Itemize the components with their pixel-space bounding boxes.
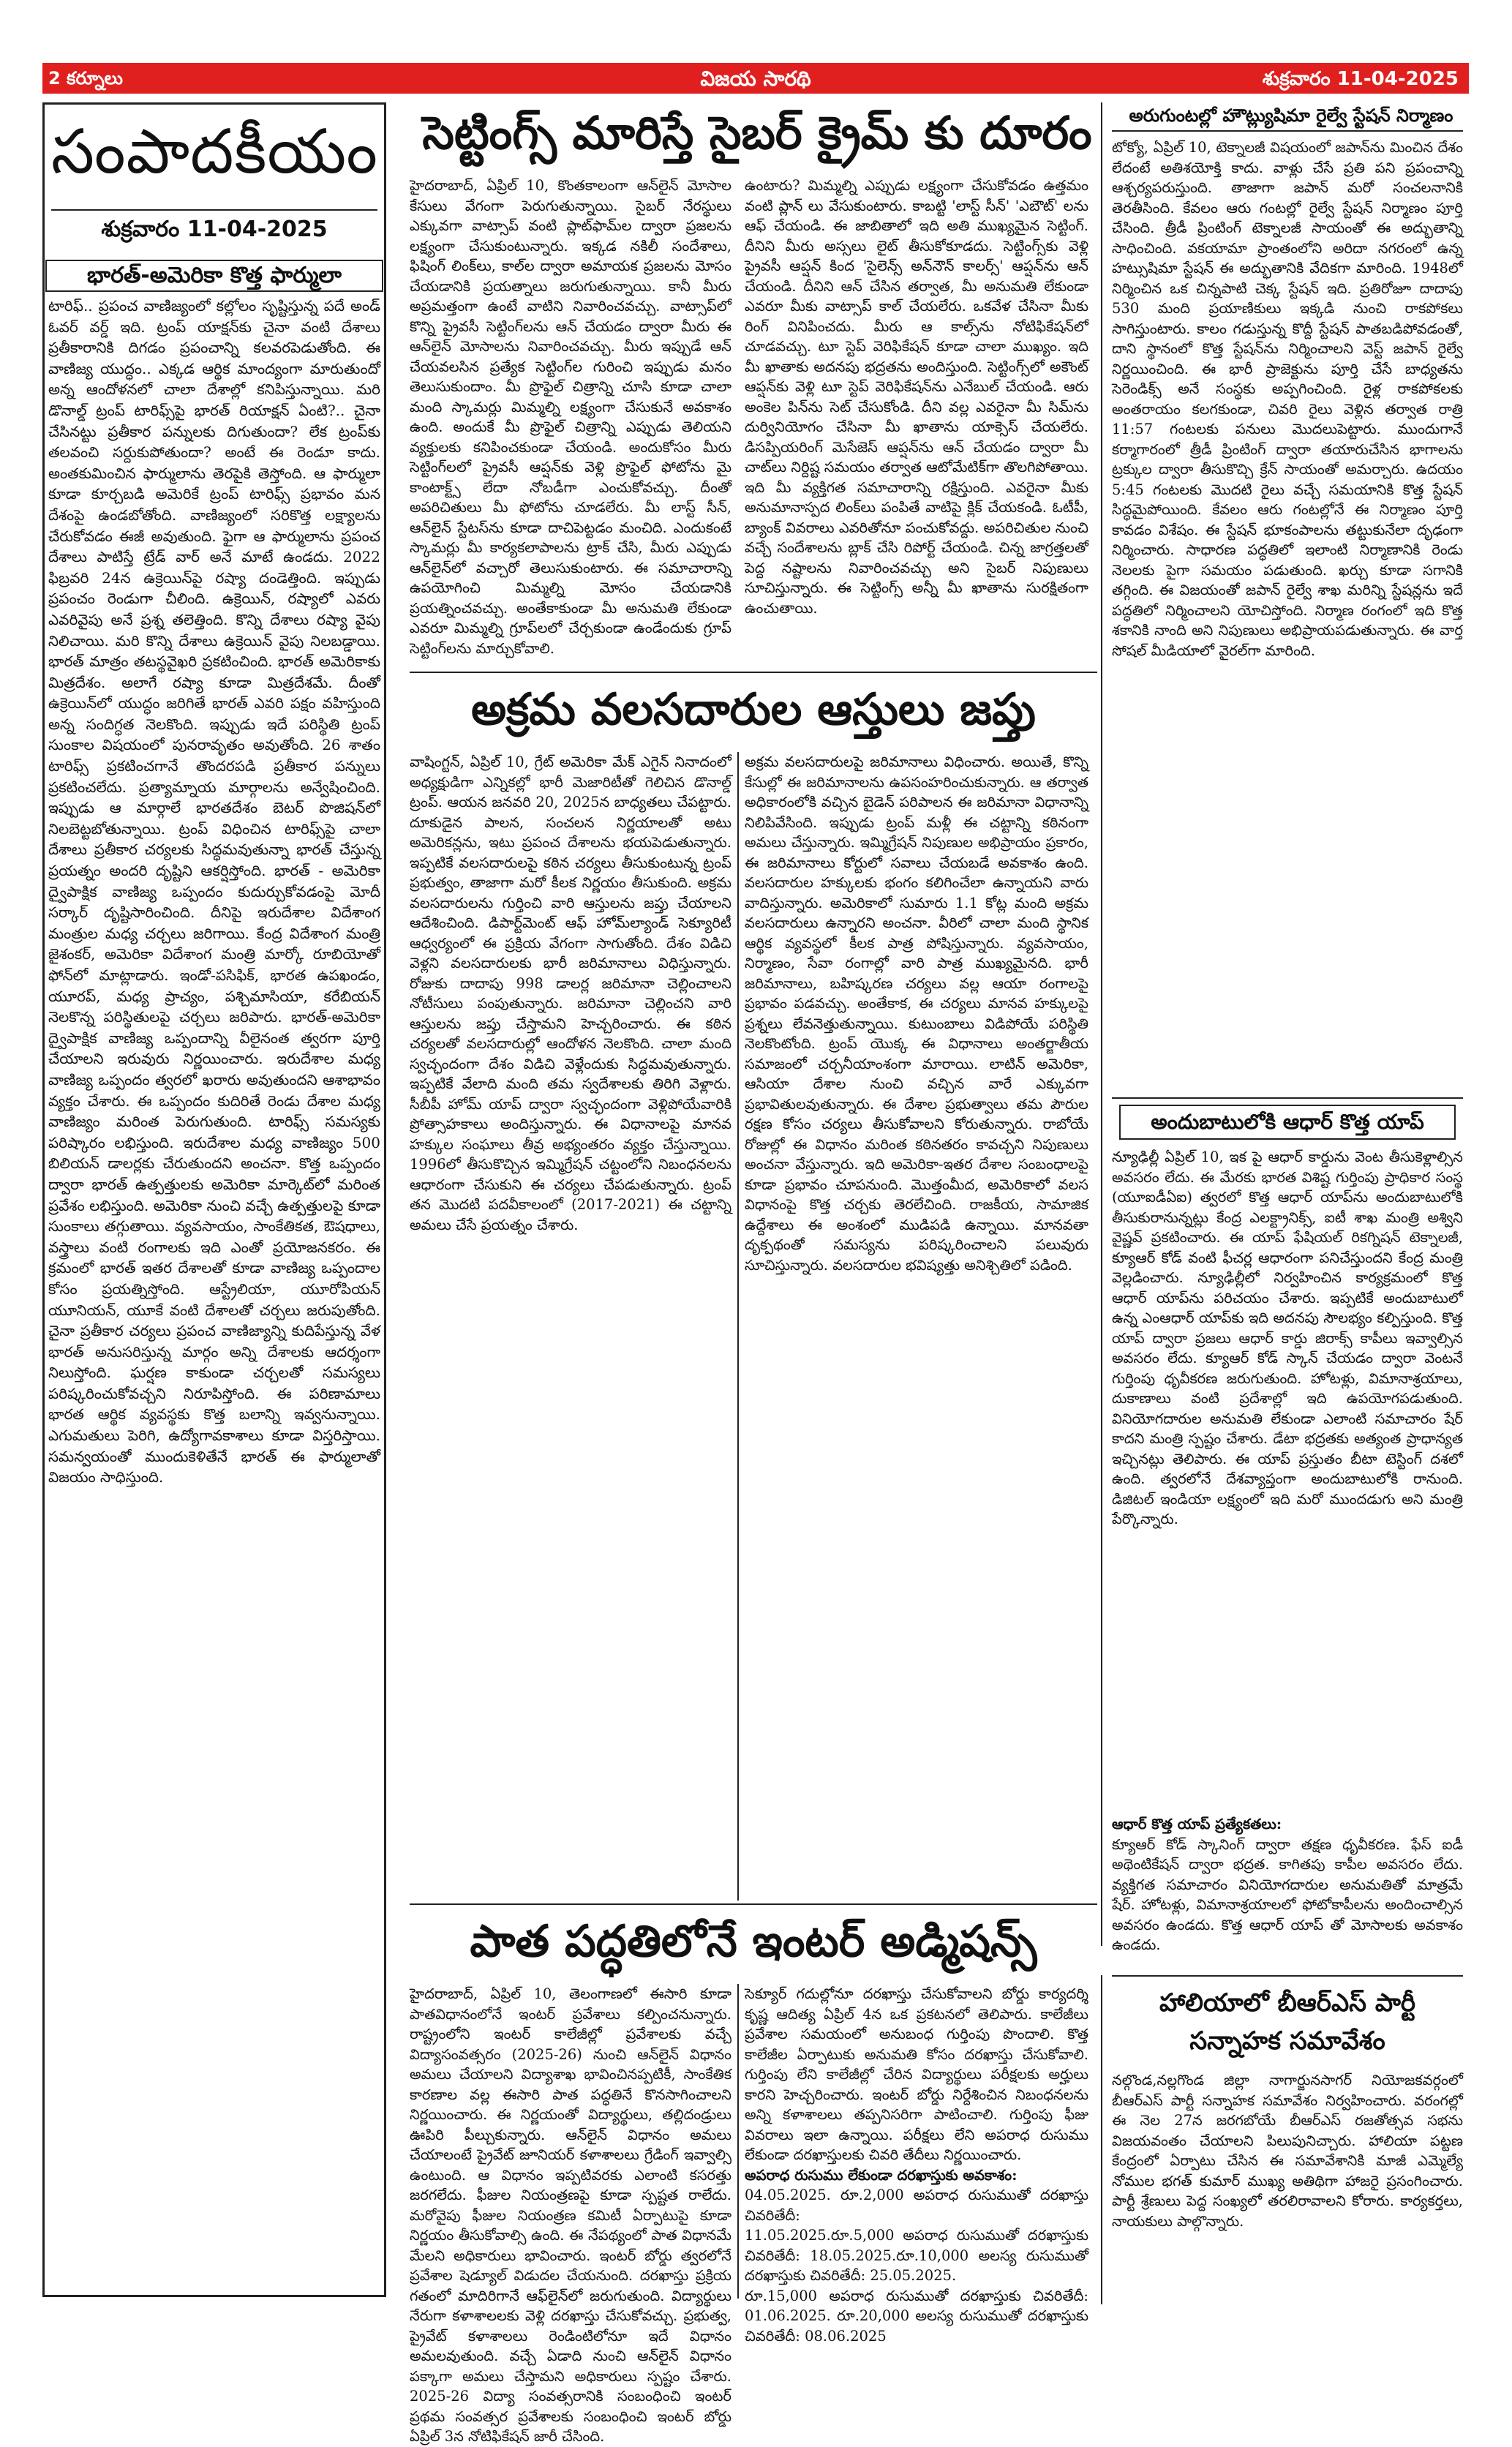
divider bbox=[410, 672, 1097, 673]
aadhaar-body bbox=[1112, 1147, 1463, 1820]
immigrants-text-1: వాషింగ్టన్, ఏప్రిల్ 10, గ్రేట్ అమెరికా మేక్ ఎగైన్ నినాదంలో అధ్యక్షుడిగా ఎన్నికల్లో భారీ మెజారిటీతో గెలిచిన డొనాల్డ్ ట్రంప్. ఆయన జనవరి 20, 2025న బాధ్యతలు చేపట్టారు. దూకుడైన పాలన, సంచలన నిర్ణయాలతో అటు అమెరికన్లను, ఇటు ప్రపంచ దేశాలను భయపెడుతున్నారు. ఇప్పటికే వలసదారులపై కఠిన చర్యలు తీసుకుంటున్న ట్రంప్ ప్రభుత్వం, తాజాగా మరో కీలక నిర్ణయం తీసుకుంది. అక్రమ వలసదారులను గుర్తించి వారి ఆస్తులను జప్తు చేయాలని ఆదేశించింది. డిపార్ట్‌మెంట్ ఆఫ్ హోమ్‌ల్యాండ్ సెక్యూరిటీ ఆధ్వర్యంలో ఈ ప్రక్రియ వేగంగా సాగుతోంది. దేశం విడిచి వెళ్లని వలసదారులకు భారీ జరిమానాలు విధిస్తున్నారు. రోజుకు దాదాపు 998 డాలర్ల జరిమానా చెల్లించాలని నోటీసులు పంపుతున్నారు. జరిమానా చెల్లించని వారి ఆస్తులను జప్తు చేస్తామని హెచ్చరించారు. ఈ కఠిన చర్యలతో వలసదారుల్లో ఆందోళన నెలకొంది. చాలా మంది స్వచ్ఛందంగా దేశం విడిచి వెళ్లేందుకు సిద్ధమవుతున్నారు. ఇప్పటికే వేలాది మంది తమ స్వదేశాలకు తిరిగి వెళ్లారు. సీబీపీ హోమ్ యాప్ ద్వారా స్వచ్ఛందంగా వెళ్లిపోయేవారికి ప్రోత్సాహకాలు అందిస్తున్నారు. ఈ విధానాలపై మానవ హక్కుల సంఘాలు తీవ్ర అభ్యంతరం వ్యక్తం చేస్తున్నాయి. 1996లో తీసుకొచ్చిన ఇమ్మిగ్రేషన్ చట్టంలోని నిబంధనలను ఆధారంగా చేసుకుని ఈ చర్యలు చేపడుతున్నారు. ట్రంప్ తన మొదటి పదవీకాలంలో (2017-2021) ఈ చట్టాన్ని అమలు చేసే ప్రయత్నం చేశారు. bbox=[410, 753, 731, 1233]
aadhaar-features-label: ఆధార్ కొత్త యాప్ ప్రత్యేకతలు: bbox=[1112, 1816, 1282, 1833]
page-number-location: 2 కర్నూలు bbox=[48, 68, 123, 89]
brs-body bbox=[1112, 2070, 1463, 2297]
inter-fee-line: 04.05.2025. రూ.2,000 అపరాధ రుసుముతో దరఖాస్తు చివరితేదీ: bbox=[745, 2187, 1088, 2224]
editorial-headline: భారత్-అమెరికా కొత్త ఫార్ములా bbox=[45, 260, 383, 292]
divider bbox=[1112, 130, 1463, 132]
cyber-headline: సెట్టింగ్స్ మారిస్తే సైబర్ క్రైమ్ కు దూరం bbox=[422, 106, 1092, 159]
inter-fee-line: రూ.15,000 అపరాధ రుసుముతో దరఖాస్తుకు చివరితేదీ: 01.06.2025. రూ.20,000 అలస్య రుసుముతో దరఖాస్తుకు చివరితేదీ: 08.06.2025 bbox=[745, 2287, 1088, 2345]
railway-body bbox=[1112, 138, 1463, 1089]
inter-text-1: హైదరాబాద్, ఏప్రిల్ 10, తెలంగాణలో ఈసారి కూడా పాతవిధానంలోనే ఇంటర్ ప్రవేశాలు కల్పించనున్నారు. రాష్ట్రంలోని ఇంటర్ కాలేజీల్లో ప్రవేశాలకు వచ్చే విద్యాసంవత్సరం (2025-26) నుంచి ఆన్‌లైన్ విధానం అమలు చేయాలని విద్యాశాఖ భావించినప్పటికీ, సాంకేతిక కారణాల వల్ల ఈసారి పాత పద్ధతినే కొనసాగించాలని నిర్ణయించారు. ఈ నిర్ణయంతో విద్యార్థులు, తల్లిదండ్రులు ఊపిరి పీల్చుకున్నారు. ఆన్‌లైన్ విధానం అమలు చేయాలంటే ప్రైవేట్ జూనియర్ కళాశాలలు గ్రేడింగ్ ఇవ్వాల్సి ఉంటుంది. ఆ విధానం ఇప్పటివరకు ఎలాంటి కసరత్తు జరగలేదు. ఫీజుల నియంత్రణపై కూడా స్పష్టత రాలేదు. మరోవైపు ఫీజుల నియంత్రణ కమిటీ ఏర్పాటుపై కూడా నిర్ణయం తీసుకోవాల్సి ఉంది. ఈ నేపథ్యంలో పాత విధానమే మేలని అధికారులు భావించారు. ఇంటర్ బోర్డు త్వరలోనే ప్రవేశాల షెడ్యూల్ విడుదల చేయనుంది. దరఖాస్తు ప్రక్రియ గతంలో మాదిరిగానే ఆఫ్‌లైన్‌లో జరుగుతుంది. విద్యార్థులు నేరుగా కళాశాలలకు వెళ్లి దరఖాస్తు చేసుకోవచ్చు. ప్రభుత్వ, ప్రైవేట్ కళాశాలలు రెండింటిలోనూ ఇదే విధానం అమలవుతుంది. వచ్చే ఏడాది నుంచి ఆన్‌లైన్ విధానం పక్కాగా అమలు చేస్తామని అధికారులు స్పష్టం చేశారు. 2025-26 విద్యా సంవత్సరానికి సంబంధించి ఇంటర్ ప్రథమ సంవత్సర ప్రవేశాలకు సంబంధించి ఇంటర్ బోర్డు ఏప్రిల్ 3న నోటిఫికేషన్ జారీ చేసింది. bbox=[410, 1985, 731, 2445]
inter-headline: పాత పద్ధతిలోనే ఇంటర్ అడ్మిషన్స్ bbox=[470, 1916, 1037, 1967]
aadhaar-features-text: క్యూఆర్ కోడ్ స్కానింగ్ ద్వారా తక్షణ ధృవీకరణ. ఫేస్ ఐడీ అథెంటికేషన్ ద్వారా భద్రత. కాగితపు కాపీల అవసరం లేదు. వ్యక్తిగత సమాచారం వినియోగదారుల అనుమతితో మాత్రమే షేర్. హోటళ్లు, విమానాశ్రయాలలో ఫోటోకాపీలను అందించాల్సిన అవసరం ఉండదు. కొత్త ఆధార్ యాప్ తో మోసాలకు అవకాశం ఉండదు. bbox=[1112, 1835, 1463, 1953]
cyber-text-2: ఉంటారు? మిమ్మల్ని ఎప్పుడు లక్ష్యంగా చేసుకోవడం ఉత్తమం వంటి ప్లాన్ లు వేసుకుంటారు. కాబట్టి 'లాస్ట్ సీన్' 'ఎబౌట్' లను ఆఫ్ చేయండి. ఈ జాబితాలో ఇది అతి ముఖ్యమైన సెట్టింగ్. దీనిని మీరు అస్సలు లైట్ తీసుకోకూడదు. సెట్టింగ్స్‌కు వెళ్లి ప్రైవసీ ఆప్షన్ కింద 'సైలెన్స్ అన్‌నౌన్ కాలర్స్' ఆప్షన్‌ను ఆన్ చేయండి. దీనిని ఆన్ చేసిన తర్వాత, మీ అనుమతి లేకుండా ఎవరూ మీకు వాట్సాప్ కాల్ చేయలేరు. ఒకవేళ చేసినా మీకు రింగ్ వినిపించదు. మీరు ఆ కాల్స్‌ను నోటిఫికేషన్‌లో చూడవచ్చు. టూ స్టెప్ వెరిఫికేషన్ కూడా చాలా ముఖ్యం. ఇది మీ ఖాతాకు అదనపు భద్రతను అందిస్తుంది. సెట్టింగ్స్‌లో అకౌంట్ ఆప్షన్‌కు వెళ్లి టూ స్టెప్ వెరిఫికేషన్‌ను ఎనేబుల్ చేయండి. ఆరు అంకెల పిన్‌ను సెట్ చేసుకోండి. దీని వల్ల ఎవరైనా మీ సిమ్‌ను దుర్వినియోగం చేసినా మీ ఖాతాను యాక్సెస్ చేయలేరు. డిసప్పియరింగ్ మెసేజెస్ ఆప్షన్‌ను ఆన్ చేయడం ద్వారా మీ చాట్‌లు నిర్దిష్ట సమయం తర్వాత ఆటోమేటిక్‌గా తొలగిపోతాయి. ఇది మీ వ్యక్తిగత సమాచారాన్ని రక్షిస్తుంది. ఎవరైనా మీకు అనుమానాస్పద లింక్‌లు పంపితే వాటిపై క్లిక్ చేయకండి. ఓటీపీ, బ్యాంక్ వివరాలు ఎవరితోనూ పంచుకోవద్దు. అపరిచితుల నుంచి వచ్చే సందేశాలను బ్లాక్ చేసి రిపోర్ట్ చేయండి. చిన్న జాగ్రత్తలతో పెద్ద నష్టాలను నివారించవచ్చు అని సైబర్ నిపుణులు సూచిస్తున్నారు. ఈ సెట్టింగ్స్ అన్నీ మీ ఖాతాను సురక్షితంగా ఉంచుతాయి. bbox=[745, 177, 1088, 617]
immigrants-col-1 bbox=[410, 752, 731, 1901]
brs-text: నల్గొండ,నల్లగొండ జిల్లా నాగార్జునసాగర్ నియోజకవర్గంలో బీఆర్ఎస్ పార్టీ సన్నాహక సమావేశం నిర్వహించారు. వరంగల్లో ఈ నెల 27న జరగబోయే బీఆర్ఎస్ రజతోత్సవ సభను విజయవంతం చేయాలని పిలుపునిచ్చారు. హాలియా పట్టణ కేంద్రంలో ఏర్పాటు చేసిన ఈ సమావేశానికి మాజీ ఎమ్మెల్యే నోముల భగత్ కుమార్ ముఖ్య అతిథిగా హాజరై ప్రసంగించారు. పార్టీ శ్రేణులు పెద్ద సంఖ్యలో తరలిరావాలని కోరారు. కార్యకర్తలు, నాయకులు పాల్గొన్నారు. bbox=[1112, 2072, 1463, 2230]
aadhaar-features bbox=[1112, 1814, 1463, 1975]
railway-text: టోక్యో, ఏప్రిల్ 10, టెక్నాలజీ విషయంలో జపాన్‌ను మించిన దేశం లేదంటే అతిశయోక్తి కాదు. వాళ్లు చేసే ప్రతి పని ప్రపంచాన్ని ఆశ్చర్యపరుస్తుంది. తాజాగా జపాన్ మరో సంచలనానికి తెరతీసింది. కేవలం ఆరు గంటల్లో రైల్వే స్టేషన్ నిర్మాణం పూర్తి చేసింది. త్రీడీ ప్రింటింగ్ టెక్నాలజీ సాయంతో ఈ అద్భుతాన్ని సాధించింది. వకయామా ప్రాంతంలోని అరిదా నగరంలో ఉన్న హట్సుషిమా స్టేషన్ ఈ అద్భుతానికి వేదికగా మారింది. 1948లో నిర్మించిన ఒక చిన్నపాటి చెక్క స్టేషన్ ఇది. ప్రతిరోజూ దాదాపు 530 మంది ప్రయాణికులు ఇక్కడి నుంచి రాకపోకలు సాగిస్తుంటారు. కాలం గడుస్తున్న కొద్దీ స్టేషన్ పాతబడిపోవడంతో, దాని స్థానంలో కొత్త స్టేషన్‌ను నిర్మించాలని వెస్ట్ జపాన్ రైల్వే నిర్ణయించింది. ఈ భారీ ప్రాజెక్టును పూర్తి చేసే బాధ్యతను సెరెండిక్స్ అనే సంస్థకు అప్పగించింది. రైళ్ల రాకపోకలకు అంతరాయం కలగకుండా, చివరి రైలు వెళ్లిన తర్వాత రాత్రి 11:57 గంటలకు పనులు మొదలుపెట్టారు. ముందుగానే కర్మాగారంలో త్రీడీ ప్రింటింగ్ ద్వారా తయారుచేసిన భాగాలను ట్రక్కుల ద్వారా తీసుకొచ్చి క్రేన్ సాయంతో అమర్చారు. ఉదయం 5:45 గంటలకు మొదటి రైలు వచ్చే సమయానికి కొత్త స్టేషన్ సిద్ధమైపోయింది. కేవలం ఆరు గంటల్లోనే ఈ నిర్మాణం పూర్తి కావడం విశేషం. ఈ స్టేషన్ భూకంపాలను తట్టుకునేలా దృఢంగా నిర్మించారు. సాధారణ పద్ధతిలో ఇలాంటి నిర్మాణానికి రెండు నెలలకు పైగా సమయం పడుతుంది. ఖర్చు కూడా సగానికి తగ్గింది. ఈ విజయంతో జపాన్ రైల్వే శాఖ మరిన్ని స్టేషన్లను ఇదే పద్ధతిలో నిర్మించాలని యోచిస్తోంది. నిర్మాణ రంగంలో ఇది కొత్త శకానికి నాంది అని నిపుణులు అభిప్రాయపడుతున్నారు. ఈ వార్త సోషల్ మీడియాలో వైరల్‌గా మారింది. bbox=[1112, 139, 1463, 659]
brs-headline: హాలియాలో బీఆర్ఎస్ పార్టీ సన్నాహక సమావేశం bbox=[1159, 1988, 1416, 2056]
divider bbox=[410, 1903, 1097, 1905]
editorial-body bbox=[48, 296, 380, 2290]
divider bbox=[737, 1984, 739, 2298]
issue-date: శుక్రవారం 11-04-2025 bbox=[1262, 68, 1459, 90]
inter-col-1 bbox=[410, 1984, 731, 2445]
editorial-text: టారిఫ్.. ప్రపంచ వాణిజ్యంలో కల్లోలం సృష్టిస్తున్న పదే అండ్ ఓవర్ వర్డ్ ఇది. ట్రంప్ యాక్షన్‌కు చైనా వంటి దేశాలు ప్రతీకారానికి దిగడం ప్రపంచాన్ని కలవరపెడుతోంది. ఈ వాణిజ్య యుద్ధం.. ఎక్కడ ఆర్థిక మాంద్యంగా మారుతుందో అన్న ఆందోళనలో చాలా దేశాల్లో కనిపిస్తున్నాయి. మరి డొనాల్డ్ ట్రంప్ టారిఫ్స్‌పై భారత్ రియాక్షన్ ఏంటి?.. చైనా చేసినట్టు ప్రతీకార పన్నులకు దిగుతుందా? లేక ట్రంప్‌కు తలవంచి సర్దుకుపోతుందా? అంటే ఈ రెండూ కాదు. అంతకుమించిన ఫార్ములాను తెరపైకి తెస్తోంది. ఆ ఫార్ములా కూడా కూర్చబడి అమెరికే ట్రంప్ టారిఫ్స్ ప్రభావం మన దేశంపై ఉండబోతోంది. వాణిజ్యంలో సరికొత్త లక్ష్యాలను చేరుకోవడం ఈజీ అవుతుంది. ఫైగా ఆ ఫార్ములాను ప్రపంచ దేశాలు పాటిస్తే ట్రేడ్ వార్ అనే మాటే ఉండదు. 2022 ఫిబ్రవరి 24న ఉక్రెయిన్‌పై రష్యా దండెత్తింది. ఇప్పుడు ప్రపంచం రెండుగా చీలింది. ఉక్రెయిన్, రష్యాలో ఎవరు ఎవరివైపు అనే ప్రశ్న తలెత్తింది. కొన్ని దేశాలు రష్యా వైపు నిలిచాయి. మరి కొన్ని దేశాలు ఉక్రెయిన్ వైపు నిలబడ్డాయి. భారత్ మాత్రం తటస్థవైఖరి ప్రకటించింది. భారత్ అమెరికాకు మిత్రదేశం. అలాగే రష్యా కూడా మిత్రదేశమే. దీంతో ఉక్రెయిన్‌లో యుద్ధం జరిగితే భారత్ ఎవరి పక్షం వహిస్తుంది అన్న సందిగ్ధత నెలకొంది. ఇప్పుడు ఇదే పరిస్థితి ట్రంప్ సుంకాల విషయంలో పునరావృతం అవుతోంది. 26 శాతం టారిఫ్స్ ప్రకటించగానే తొందరపడి ప్రతీకార పన్నులు ప్రకటించలేదు. ప్రత్యామ్నాయ మార్గాలను అన్వేషించింది. ఇప్పుడు ఆ మార్గాలే భారతదేశం బెటర్ పొజిషన్‌లో నిలబెట్టబోతున్నాయి. ట్రంప్ విధించిన టారిఫ్స్‌పై చాలా దేశాలు ప్రతీకార చర్యలకు సిద్ధమవుతున్నా భారత్ చేస్తున్న ప్రయత్నం అందరి దృష్టిని ఆకర్షిస్తోంది. భారత్ - అమెరికా ద్వైపాక్షిక వాణిజ్య ఒప్పందం కుదుర్చుకోవడంపై మోదీ సర్కార్ దృష్టిసారించింది. దీనిపై ఇరుదేశాల విదేశాంగ మంత్రుల మధ్య చర్చలు జరిగాయి. కేంద్ర విదేశాంగ మంత్రి జైశంకర్, అమెరికా విదేశాంగ మంత్రి మార్కో రూబియోతో ఫోన్‌లో మాట్లాడారు. ఇండో-పసిఫిక్, భారత ఉపఖండం, యూరప్, మధ్య ప్రాచ్యం, పశ్చిమాసియా, కరేబియన్ నెలకొన్న పరిస్థితులపై చర్చలు జరిపారు. భారత్-అమెరికా ద్వైపాక్షిక వాణిజ్య ఒప్పందాన్ని వీలైనంత త్వరగా పూర్తి చేయాలని ఇరువురు నిర్ణయించారు. ఇరుదేశాల మధ్య వాణిజ్య ఒప్పందం త్వరలో ఖరారు అవుతుందని ఆశాభావం వ్యక్తం చేశారు. ఈ ఒప్పందం కుదిరితే రెండు దేశాల మధ్య వాణిజ్యం మరింత పెరుగుతుంది. టారిఫ్స్ సమస్యకు పరిష్కారం లభిస్తుంది. ఇరుదేశాల మధ్య వాణిజ్యం 500 బిలియన్ డాలర్లకు చేరుతుందని అంచనా. కొత్త ఒప్పందం ద్వారా భారత్ ఉత్పత్తులకు అమెరికా మార్కెట్‌లో మరింత ప్రవేశం లభిస్తుంది. అమెరికా నుంచి వచ్చే ఉత్పత్తులపై కూడా సుంకాలు తగ్గుతాయి. వ్యవసాయం, సాంకేతికత, ఔషధాలు, వస్త్రాలు వంటి రంగాలకు ఇది ఎంతో ప్రయోజనకరం. ఈ క్రమంలో భారత్ ఇతర దేశాలతో కూడా వాణిజ్య ఒప్పందాల కోసం ప్రయత్నిస్తోంది. ఆస్ట్రేలియా, యూరోపియన్ యూనియన్, యూకే వంటి దేశాలతో చర్చలు జరుపుతోంది. చైనా ప్రతీకార చర్యలు ప్రపంచ వాణిజ్యాన్ని కుదిపేస్తున్న వేళ భారత్ అనుసరిస్తున్న మార్గం అన్ని దేశాలకు ఆదర్శంగా నిలుస్తోంది. ఘర్షణ కాకుండా చర్చలతో సమస్యలు పరిష్కరించుకోవచ్చని నిరూపిస్తోంది. ఈ పరిణామాలు భారత ఆర్థిక వ్యవస్థకు కొత్త బలాన్ని ఇవ్వనున్నాయి. ఎగుమతులు పెరిగి, ఉద్యోగావకాశాలు కూడా విస్తరిస్తాయి. సమన్వయంతో ముందుకెళితేనే భారత్ ఈ ఫార్ములాతో విజయం సాధిస్తుంది. bbox=[48, 297, 380, 1486]
inter-fee-line: 11.05.2025.రూ.5,000 అపరాధ రుసుముతో దరఖాస్తుకు చివరితేదీ: 18.05.2025.రూ.10,000 అలస్య రుసుముతో దరఖాస్తుకు చివరితేదీ: 25.05.2025. bbox=[745, 2227, 1088, 2284]
masthead: విజయ సారథి bbox=[700, 67, 811, 91]
railway-headline: అరుగుంటల్లో హౌట్ల్యుషిమా రైల్వే స్టేషన్ నిర్మాణం bbox=[1129, 105, 1453, 126]
divider bbox=[1112, 1975, 1463, 1977]
aadhaar-text: న్యూఢిల్లీ ఏప్రిల్ 10, ఇక పై ఆధార్ కార్డును వెంట తీసుకెళ్లాల్సిన అవసరం లేదు. ఈ మేరకు భారత విశిష్ట గుర్తింపు ప్రాధికార సంస్థ (యూఐడీఏఐ) త్వరలో కొత్త ఆధార్ యాప్‌ను అందుబాటులోకి తీసుకురానున్నట్లు కేంద్ర ఎలక్ట్రానిక్స్, ఐటీ శాఖ మంత్రి అశ్విని వైష్ణవ్ ప్రకటించారు. ఈ యాప్ ఫేషియల్ రికగ్నిషన్ టెక్నాలజీ, క్యూఆర్ కోడ్ వంటి ఫీచర్ల ఆధారంగా పనిచేస్తుందని కేంద్ర మంత్రి వెల్లడించారు. న్యూఢిల్లీలో నిర్వహించిన కార్యక్రమంలో కొత్త ఆధార్ యాప్‌ను పరిచయం చేశారు. ఇప్పటికే అందుబాటులో ఉన్న ఎంఆధార్ యాప్‌కు ఇది అదనపు సౌలభ్యం కల్పిస్తుంది. కొత్త యాప్ ద్వారా ప్రజలు ఆధార్ కార్డు జిరాక్స్ కాపీలు ఇవ్వాల్సిన అవసరం లేదు. క్యూఆర్ కోడ్ స్కాన్ చేయడం ద్వారా వెంటనే గుర్తింపు ధృవీకరణ జరుగుతుంది. హోటళ్లు, విమానాశ్రయాలు, దుకాణాలు వంటి ప్రదేశాల్లో ఇది ఉపయోగపడుతుంది. వినియోగదారుల అనుమతి లేకుండా ఎలాంటి సమాచారం షేర్ కాదని మంత్రి స్పష్టం చేశారు. డేటా భద్రతకు అత్యంత ప్రాధాన్యత ఇచ్చినట్లు తెలిపారు. ఈ యాప్ ప్రస్తుతం బీటా టెస్టింగ్ దశలో ఉంది. త్వరలోనే దేశవ్యాప్తంగా అందుబాటులోకి రానుంది. డిజిటల్ ఇండియా లక్ష్యంలో ఇది మరో ముందడుగు అని మంత్రి పేర్కొన్నారు. bbox=[1112, 1149, 1463, 1527]
divider bbox=[737, 752, 739, 1901]
cyber-col-2 bbox=[745, 176, 1088, 666]
immigrants-col-2 bbox=[745, 752, 1088, 1901]
divider bbox=[1101, 1975, 1102, 2304]
inter-fees-title: అపరాధ రుసుము లేకుండా దరఖాస్తుకు అవకాశం: bbox=[745, 2166, 1018, 2184]
divider bbox=[51, 209, 377, 211]
divider bbox=[1112, 1097, 1463, 1099]
cyber-col-1 bbox=[410, 176, 731, 666]
cyber-text-1: హైదరాబాద్, ఏప్రిల్ 10, కొంతకాలంగా ఆన్‌లైన్ మోసాల కేసులు వేగంగా పెరుగుతున్నాయి. సైబర్ నేరస్థులు ఎక్కువగా వాట్సాప్ వంటి ప్లాట్‌ఫామ్‌ల ద్వారా ప్రజలను లక్ష్యంగా చేసుకుంటున్నారు. ఇక్కడ నకిలీ సందేశాలు, ఫిషింగ్ లింక్‌లు, కాల్‌ల ద్వారా అమాయక ప్రజలను మోసం చేయడానికి ప్రయత్నాలు జరుగుతున్నాయి. కానీ మీరు అప్రమత్తంగా ఉంటే వాటిని నివారించవచ్చు. వాట్సాప్‌లో కొన్ని ప్రైవసీ సెట్టింగ్‌లను ఆన్ చేయడం ద్వారా మీరు ఈ ఆన్‌లైన్ మోసాలను నివారించవచ్చు. మీరు ఇప్పుడే ఆన్ చేయవలసిన ప్రత్యేక సెట్టింగ్‌ల గురించి ఇప్పుడు మనం తెలుసుకుందాం. మీ ప్రొఫైల్ చిత్రాన్ని చూసి కూడా చాలా మంది స్కామర్లు మిమ్మల్ని లక్ష్యంగా చేసుకునే అవకాశం ఉంది. అందుకే మీ ప్రొఫైల్ చిత్రాన్ని ఎప్పుడు తెలియని వ్యక్తులకు కనిపించకుండా చేయండి. అందుకోసం మీరు సెట్టింగ్‌లలో ప్రైవసీ ఆప్షన్‌కు వెళ్లి ప్రొఫైల్ ఫోటోను మై కాంటాక్ట్స్ లేదా నోబడీగా ఎంచుకోవచ్చు. దీంతో అపరిచితులు మీ ఫోటోను చూడలేరు. మీ లాస్ట్ సీన్, ఆన్‌లైన్ స్టేటస్‌ను కూడా దాచిపెట్టడం మంచిది. ఎందుకంటే స్కామర్లు మీ కార్యకలాపాలను ట్రాక్ చేసి, మీరు ఎప్పుడు ఆన్‌లైన్‌లో వచ్చారో తెలుసుకుంటారు. ఈ సమాచారాన్ని ఉపయోగించి మిమ్మల్ని మోసం చేయడానికి ప్రయత్నించవచ్చు. అంతేకాకుండా మీ అనుమతి లేకుండా ఎవరూ మిమ్మల్ని గ్రూప్‌లలో చేర్చకుండా ఉండేందుకు గ్రూప్ సెట్టింగ్‌లను మార్చుకోవాలి. bbox=[410, 177, 731, 657]
aadhaar-headline: అందుబాటులోకి ఆధార్ కొత్త యాప్ bbox=[1119, 1105, 1456, 1140]
immigrants-text-2: అక్రమ వలసదారులపై జరిమానాలు విధించారు. అయితే, కొన్ని కేసుల్లో ఈ జరిమానాలను ఉపసంహరించుకున్నారు. ఆ తర్వాత అధికారంలోకి వచ్చిన బైడెన్ పరిపాలన ఈ జరిమానా విధానాన్ని నిలిపివేసింది. ఇప్పుడు ట్రంప్ మళ్లీ ఈ చట్టాన్ని కఠినంగా అమలు చేస్తున్నారు. ఇమ్మిగ్రేషన్ నిపుణుల అభిప్రాయం ప్రకారం, ఈ జరిమానాలు కోర్టులో సవాలు చేయబడే అవకాశం ఉంది. వలసదారుల హక్కులకు భంగం కలిగించేలా ఉన్నాయని వారు వాదిస్తున్నారు. అమెరికాలో సుమారు 1.1 కోట్ల మంది అక్రమ వలసదారులు ఉన్నారని అంచనా. వీరిలో చాలా మంది స్థానిక ఆర్థిక వ్యవస్థలో కీలక పాత్ర పోషిస్తున్నారు. వ్యవసాయం, నిర్మాణం, సేవా రంగాల్లో వారి పాత్ర ముఖ్యమైనది. భారీ జరిమానాలు, బహిష్కరణ చర్యలు వల్ల ఆయా రంగాలపై ప్రభావం పడవచ్చు. అంతేకాక, ఈ చర్యలు మానవ హక్కులపై ప్రశ్నలు లేవనెత్తుతున్నాయి. కుటుంబాలు విడిపోయే పరిస్థితి నెలకొంటోంది. ట్రంప్ యొక్క ఈ విధానాలు అంతర్జాతీయ సమాజంలో చర్చనీయాంశంగా మారాయి. లాటిన్ అమెరికా, ఆసియా దేశాల నుంచి వచ్చిన వారే ఎక్కువగా ప్రభావితులవుతున్నారు. ఈ దేశాల ప్రభుత్వాలు తమ పౌరుల రక్షణ కోసం చర్యలు తీసుకోవాలని కోరుతున్నారు. రాబోయే రోజుల్లో ఈ విధానం మరింత కఠినతరం కావచ్చని నిపుణులు అంచనా వేస్తున్నారు. ఇది అమెరికా-ఇతర దేశాల సంబంధాలపై కూడా ప్రభావం చూపనుంది. మొత్తంమీద, అమెరికాలో వలస విధానంపై కొత్త చర్చకు తెరలేచింది. రాజకీయ, సామాజిక ఉద్దేశాలు ఈ అంశంలో ముడిపడి ఉన్నాయి. మానవతా దృక్పథంతో సమస్యను పరిష్కరించాలని పలువురు సూచిస్తున్నారు. వలసదారుల భవిష్యత్తు అనిశ్చితిలో పడింది. bbox=[745, 753, 1088, 1274]
page-header-bar bbox=[42, 63, 1469, 94]
editorial-date: శుక్రవారం 11-04-2025 bbox=[101, 217, 328, 242]
inter-text-2: సెక్యూర్ గదుల్లోనూ దరఖాస్తు చేసుకోవాలని బోర్డు కార్యదర్శి కృష్ణ ఆదిత్య ఏప్రిల్ 4న ఒక ప్రకటనలో తెలిపారు. కాలేజీలు ప్రవేశాల సమయంలో అనుబంధ గుర్తింపు పొందాలి. కొత్త కాలేజీల ఏర్పాటుకు అనుమతి కోసం దరఖాస్తు చేసుకోవాలి. గుర్తింపు లేని కాలేజీల్లో చేరిన విద్యార్థులు పరీక్షలకు అర్హులు కారని హెచ్చరించారు. ఇంటర్ బోర్డు నిర్దేశించిన నిబంధనలను అన్ని కళాశాలలు తప్పనిసరిగా పాటించాలి. గుర్తింపు ఫీజు వివరాలు ఇలా ఉన్నాయి. పరీక్షలు లేని అపరాధ రుసుము లేకుండా దరఖాస్తులకు చివరి తేదీలు నిర్ణయించారు. bbox=[745, 1985, 1088, 2163]
immigrants-headline: అక్రమ వలసదారుల ఆస్తులు జప్తు bbox=[471, 684, 1036, 735]
inter-col-2 bbox=[745, 1984, 1088, 2345]
editorial-title: సంపాదకీయం bbox=[51, 116, 378, 187]
divider bbox=[1101, 1097, 1102, 1946]
divider bbox=[1101, 102, 1102, 1097]
